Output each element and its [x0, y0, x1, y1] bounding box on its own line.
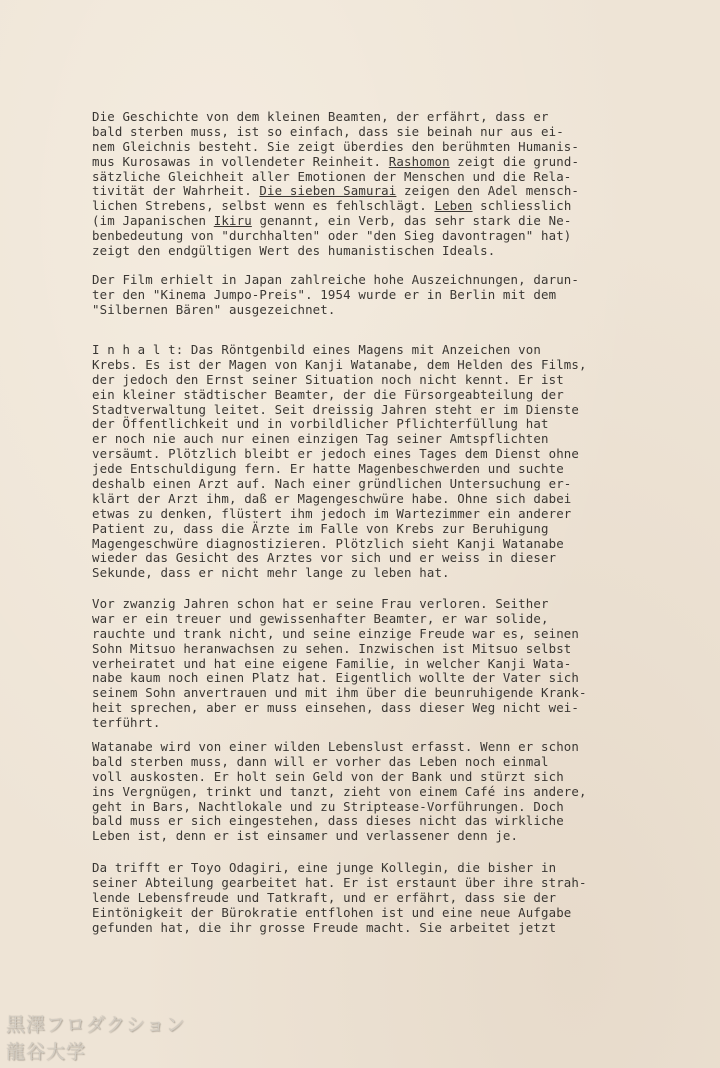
text-line: nabe kaum noch einen Platz hat. Eigentlich wollte der Vater sich — [92, 670, 580, 686]
text-line: Magengeschwüre diagnostizieren. Plötzlich sieht Kanji Watanabe — [92, 535, 564, 551]
text-line: Watanabe wird von einer wilden Lebenslust erfasst. Wenn er schon — [92, 739, 580, 754]
text-line: deshalb einen Arzt auf. Nach einer gründlichen Untersuchung er- — [92, 476, 572, 492]
text-line: Stadtverwaltung leitet. Seit dreissig Jahren steht er im Dienste — [92, 401, 580, 417]
text-line: jede Entschuldigung fern. Er hatte Magenbeschwerden und suchte — [92, 461, 564, 477]
watermark — [6, 1012, 186, 1066]
text-line: wieder das Gesicht des Arztes vor sich und er weiss in dieser — [92, 550, 557, 566]
text-line: ins Vergnügen, trinkt und tanzt, zieht von einem Café ins andere, — [92, 783, 587, 799]
text-line: seiner Abteilung gearbeitet hat. Er ist erstaunt über ihre strah- — [92, 874, 587, 890]
text-line: war er ein treuer und gewissenhafter Beamter, er war solide, — [92, 610, 549, 626]
text-line: Sohn Mitsuo heranwachsen zu sehen. Inzwischen ist Mitsuo selbst — [92, 640, 572, 656]
paragraph-text — [92, 343, 652, 581]
text-line: I n h a l t: Das Röntgenbild eines Magens mit Anzeichen von — [92, 342, 541, 357]
text-line: voll auskosten. Er holt sein Geld von der Bank und stürzt sich — [92, 768, 564, 784]
text-line: ein kleiner städtischer Beamter, der die Fürsorgeabteilung der — [92, 386, 564, 402]
text-line: Patient zu, dass die Ärzte im Falle von Krebs zur Beruhigung — [92, 520, 549, 536]
watermark-line-1: 黒澤フロダクション — [6, 1014, 186, 1036]
text-line: er noch nie auch nur einen einzigen Tag seiner Amtspflichten — [92, 431, 549, 447]
paragraph — [92, 740, 652, 844]
paragraph-text — [92, 861, 652, 935]
paragraph-text — [92, 110, 652, 259]
text-line: der Öffentlichkeit und in vorbildlicher Pflichterfüllung hat — [92, 416, 549, 432]
text-line: bald sterben muss, ist so einfach, dass sie beinah nur aus ei- — [92, 123, 564, 139]
paragraph — [92, 597, 652, 731]
paragraph-text — [92, 597, 652, 731]
text-line: heit sprechen, aber er muss einsehen, dass dieser Weg nicht wei- — [92, 700, 580, 716]
text-line: der jedoch den Ernst seiner Situation noch nicht kennt. Er ist — [92, 371, 564, 387]
text-line: "Silbernen Bären" ausgezeichnet. — [92, 301, 336, 317]
paragraph — [92, 110, 652, 259]
text-line: lichen Strebens, selbst wenn es fehlschlägt. Leben schliesslich — [92, 198, 572, 214]
text-line: bald muss er sich eingestehen, dass dieses nicht das wirkliche — [92, 813, 564, 829]
text-line: ter den "Kinema Jumpo-Preis". 1954 wurde er in Berlin mit dem — [92, 286, 557, 302]
paragraph — [92, 861, 652, 935]
film-title: Leben — [434, 198, 473, 214]
paragraph-text — [92, 273, 652, 318]
text-line: zeigt den endgültigen Wert des humanistischen Ideals. — [92, 243, 496, 259]
film-title: Rashomon — [388, 153, 450, 169]
film-title: Ikiru — [213, 213, 252, 229]
text-line: (im Japanischen Ikiru genannt, ein Verb, das sehr stark die Ne- — [92, 213, 572, 229]
text-line: Krebs. Es ist der Magen von Kanji Watanabe, dem Helden des Films, — [92, 356, 587, 372]
text-line: Vor zwanzig Jahren schon hat er seine Frau verloren. Seither — [92, 596, 549, 611]
text-line: Eintönigkeit der Bürokratie entflohen ist und eine neue Aufgabe — [92, 904, 572, 920]
text-line: Die Geschichte von dem kleinen Beamten, der erfährt, dass er — [92, 109, 549, 124]
text-line: lende Lebensfreude und Tatkraft, und er erfährt, dass sie der — [92, 889, 557, 905]
text-line: versäumt. Plötzlich bleibt er jedoch eines Tages dem Dienst ohne — [92, 446, 580, 462]
film-title: Die sieben Samurai — [259, 183, 397, 199]
text-line: benbedeutung von "durchhalten" oder "den Sieg davontragen" hat) — [92, 228, 572, 244]
watermark-line-2: 龍谷大学 — [6, 1041, 87, 1063]
text-line: seinem Sohn anvertrauen und mit ihm über die beunruhigende Krank- — [92, 685, 587, 701]
text-line: terführt. — [92, 715, 161, 731]
text-line: Der Film erhielt in Japan zahlreiche hohe Auszeichnungen, darun- — [92, 272, 580, 287]
text-line: sätzliche Gleichheit aller Emotionen der Menschen und die Rela- — [92, 168, 572, 184]
paragraph — [92, 343, 652, 581]
text-line: verheiratet und hat eine eigene Familie, in welcher Kanji Wata- — [92, 655, 572, 671]
text-line: Sekunde, dass er nicht mehr lange zu leben hat. — [92, 565, 450, 581]
text-line: Da trifft er Toyo Odagiri, eine junge Kollegin, die bisher in — [92, 860, 557, 875]
paragraph — [92, 273, 652, 318]
text-line: etwas zu denken, flüstert ihm jedoch im Wartezimmer ein anderer — [92, 505, 572, 521]
text-line: rauchte und trank nicht, und seine einzige Freude war es, seinen — [92, 625, 580, 641]
text-line: tivität der Wahrheit. Die sieben Samurai zeigen den Adel mensch- — [92, 183, 580, 199]
text-line: gefunden hat, die ihr grosse Freude macht. Sie arbeitet jetzt — [92, 919, 557, 935]
text-line: bald sterben muss, dann will er vorher das Leben noch einmal — [92, 753, 549, 769]
text-line: nem Gleichnis besteht. Sie zeigt überdies den berühmten Humanis- — [92, 138, 580, 154]
text-line: geht in Bars, Nachtlokale und zu Striptease-Vorführungen. Doch — [92, 798, 564, 814]
paragraph-text — [92, 740, 652, 844]
text-line: mus Kurosawas in vollendeter Reinheit. Rashomon zeigt die grund- — [92, 153, 580, 169]
text-line: klärt der Arzt ihm, daß er Magengeschwüre habe. Ohne sich dabei — [92, 490, 572, 506]
text-line: Leben ist, denn er ist einsamer und verlassener denn je. — [92, 828, 519, 844]
